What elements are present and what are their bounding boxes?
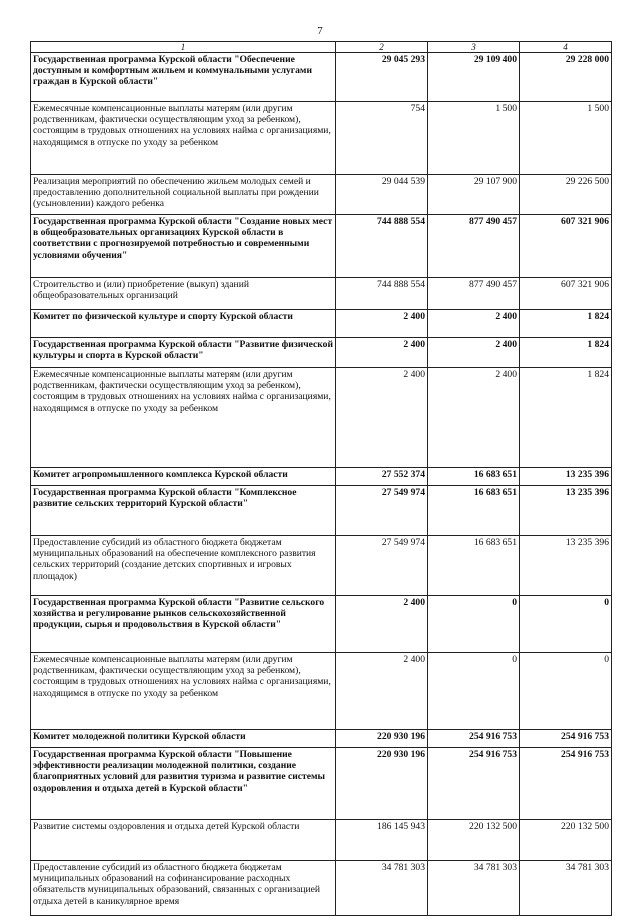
value-cell-col4: 607 321 906 — [520, 278, 612, 310]
value-cell-col3: 877 490 457 — [428, 278, 520, 310]
value-cell-col2: 2 400 — [336, 310, 428, 338]
table-row-section — [31, 596, 612, 653]
value-cell-col3: 16 683 651 — [428, 468, 520, 486]
column-header: 4 — [520, 42, 612, 53]
value-cell-col3: 254 916 753 — [428, 748, 520, 820]
value-cell-col2: 754 — [336, 102, 428, 175]
value-cell-col3: 16 683 651 — [428, 486, 520, 536]
row-name-cell: Государственная программа Курской области "Повышение эффективности реализации молодежной политики, создание благоприятных условий для развития туризма и развитие системы оздоровления и отдыха детей в Курской области" — [31, 748, 336, 820]
value-cell-col3: 877 490 457 — [428, 215, 520, 278]
value-cell-col4: 13 235 396 — [520, 468, 612, 486]
table-row-section — [31, 338, 612, 368]
value-cell-col4: 1 824 — [520, 310, 612, 338]
column-header: 1 — [31, 42, 336, 53]
table-row — [31, 861, 612, 916]
table-row — [31, 175, 612, 215]
column-header: 3 — [428, 42, 520, 53]
row-name-cell: Предоставление субсидий из областного бюджета бюджетам муниципальных образований на обеспечение комплексного развития сельских территорий (создание детских спортивных и игровых площадок) — [31, 536, 336, 596]
table-row-section — [31, 53, 612, 102]
row-name-cell: Государственная программа Курской области "Комплексное развитие сельских территорий Курской области" — [31, 486, 336, 536]
budget-table — [30, 41, 612, 916]
value-cell-col2: 2 400 — [336, 653, 428, 730]
value-cell-col4: 1 500 — [520, 102, 612, 175]
value-cell-col3: 0 — [428, 596, 520, 653]
value-cell-col2: 744 888 554 — [336, 215, 428, 278]
value-cell-col2: 27 552 374 — [336, 468, 428, 486]
value-cell-col2: 29 044 539 — [336, 175, 428, 215]
value-cell-col2: 27 549 974 — [336, 536, 428, 596]
value-cell-col3: 220 132 500 — [428, 820, 520, 861]
value-cell-col2: 220 930 196 — [336, 748, 428, 820]
row-name-cell: Реализация мероприятий по обеспечению жильем молодых семей и предоставлению дополнительной социальной выплаты при рождении (усыновлении) каждого ребенка — [31, 175, 336, 215]
value-cell-col2: 186 145 943 — [336, 820, 428, 861]
table-row-section — [31, 730, 612, 748]
table-row — [31, 278, 612, 310]
value-cell-col3: 2 400 — [428, 310, 520, 338]
row-name-cell: Комитет по физической культуре и спорту Курской области — [31, 310, 336, 338]
table-row-section — [31, 310, 612, 338]
row-name-cell: Комитет молодежной политики Курской области — [31, 730, 336, 748]
value-cell-col4: 29 226 500 — [520, 175, 612, 215]
table-row — [31, 820, 612, 861]
value-cell-col2: 2 400 — [336, 368, 428, 468]
value-cell-col2: 27 549 974 — [336, 486, 428, 536]
value-cell-col3: 1 500 — [428, 102, 520, 175]
value-cell-col4: 607 321 906 — [520, 215, 612, 278]
column-number-row — [31, 42, 612, 53]
row-name-cell: Развитие системы оздоровления и отдыха детей Курской области — [31, 820, 336, 861]
value-cell-col3: 2 400 — [428, 368, 520, 468]
value-cell-col4: 220 132 500 — [520, 820, 612, 861]
value-cell-col2: 2 400 — [336, 596, 428, 653]
table-row — [31, 102, 612, 175]
row-name-cell: Государственная программа Курской области "Развитие сельского хозяйства и регулирование рынков сельскохозяйственной продукции, сырья и продовольствия в Курской области" — [31, 596, 336, 653]
column-header: 2 — [336, 42, 428, 53]
value-cell-col3: 34 781 303 — [428, 861, 520, 916]
value-cell-col4: 13 235 396 — [520, 536, 612, 596]
value-cell-col2: 744 888 554 — [336, 278, 428, 310]
value-cell-col3: 254 916 753 — [428, 730, 520, 748]
table-row — [31, 536, 612, 596]
value-cell-col2: 2 400 — [336, 338, 428, 368]
value-cell-col3: 2 400 — [428, 338, 520, 368]
table-row-section — [31, 215, 612, 278]
row-name-cell: Ежемесячные компенсационные выплаты матерям (или другим родственникам, фактически осуществляющим уход за ребенком), состоящим в трудовых отношениях на условиях найма с организациями, находящимся в отпуске по уходу за ребенком — [31, 368, 336, 468]
row-name-cell: Комитет агропромышленного комплекса Курской области — [31, 468, 336, 486]
value-cell-col3: 0 — [428, 653, 520, 730]
value-cell-col2: 29 045 293 — [336, 53, 428, 102]
table-row-section — [31, 486, 612, 536]
row-name-cell: Ежемесячные компенсационные выплаты матерям (или другим родственникам, фактически осуществляющим уход за ребенком), состоящим в трудовых отношениях на условиях найма с организациями, находящимся в отпуске по уходу за ребенком — [31, 102, 336, 175]
row-name-cell: Государственная программа Курской области "Развитие физической культуры и спорта в Курской области" — [31, 338, 336, 368]
value-cell-col4: 13 235 396 — [520, 486, 612, 536]
table-row-section — [31, 468, 612, 486]
row-name-cell: Государственная программа Курской области "Обеспечение доступным и комфортным жильем и коммунальными услугами граждан в Курской области" — [31, 53, 336, 102]
value-cell-col2: 220 930 196 — [336, 730, 428, 748]
table-row — [31, 653, 612, 730]
row-name-cell: Предоставление субсидий из областного бюджета бюджетам муниципальных образований на софинансирование расходных обязательств муниципальных образований, связанных с организацией отдыха детей в каникулярное время — [31, 861, 336, 916]
value-cell-col4: 254 916 753 — [520, 748, 612, 820]
value-cell-col4: 0 — [520, 653, 612, 730]
value-cell-col3: 29 107 900 — [428, 175, 520, 215]
value-cell-col4: 34 781 303 — [520, 861, 612, 916]
table-row — [31, 368, 612, 468]
page-number: 7 — [317, 25, 323, 37]
value-cell-col2: 34 781 303 — [336, 861, 428, 916]
value-cell-col4: 254 916 753 — [520, 730, 612, 748]
value-cell-col4: 29 228 000 — [520, 53, 612, 102]
value-cell-col4: 0 — [520, 596, 612, 653]
value-cell-col4: 1 824 — [520, 338, 612, 368]
table-row-section — [31, 748, 612, 820]
row-name-cell: Государственная программа Курской области "Создание новых мест в общеобразовательных организациях Курской области в соответствии с прогнозируемой потребностью и современными условиями обучения" — [31, 215, 336, 278]
value-cell-col3: 29 109 400 — [428, 53, 520, 102]
row-name-cell: Ежемесячные компенсационные выплаты матерям (или другим родственникам, фактически осуществляющим уход за ребенком), состоящим в трудовых отношениях на условиях найма с организациями, находящимся в отпуске по уходу за ребенком — [31, 653, 336, 730]
value-cell-col4: 1 824 — [520, 368, 612, 468]
row-name-cell: Строительство и (или) приобретение (выкуп) зданий общеобразовательных организаций — [31, 278, 336, 310]
value-cell-col3: 16 683 651 — [428, 536, 520, 596]
